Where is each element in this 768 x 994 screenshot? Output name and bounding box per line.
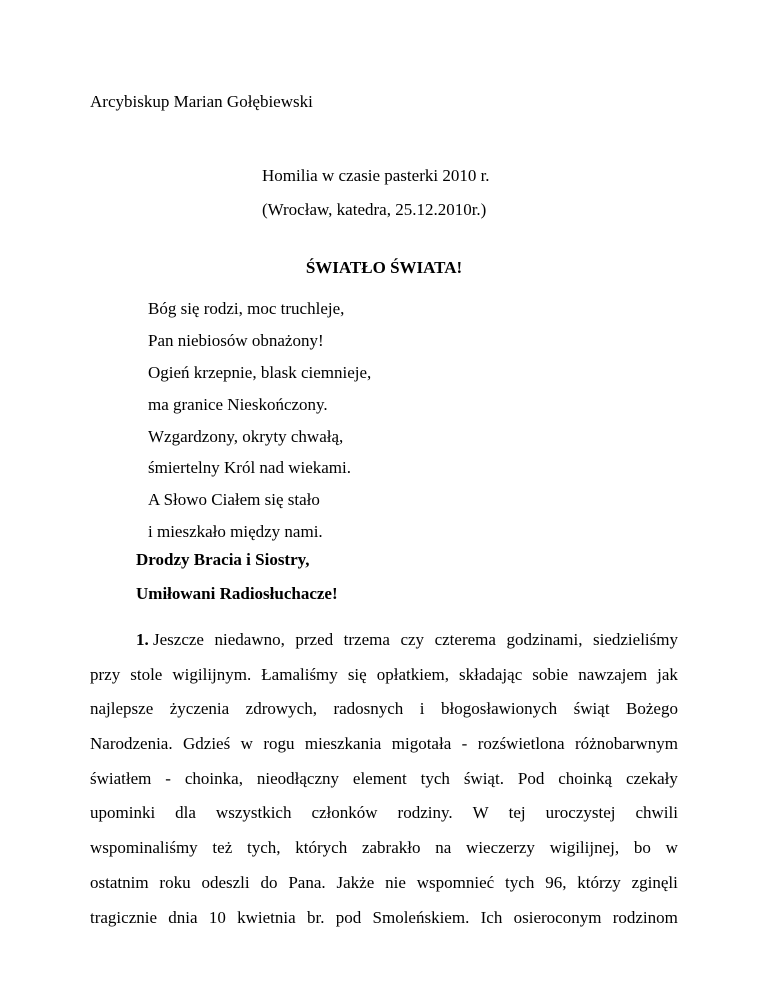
paragraph-word: wszystkich xyxy=(215,803,292,823)
paragraph-word: - xyxy=(165,768,171,788)
paragraph-word: 96, xyxy=(545,872,567,892)
paragraph-word: trzema xyxy=(343,630,390,649)
paragraph-word: uroczystej xyxy=(545,803,616,823)
paragraph-word: w xyxy=(240,734,253,754)
paragraph-word: 10 xyxy=(208,907,226,927)
paragraph-word: migotała xyxy=(391,734,452,754)
greeting-line: Umiłowani Radiosłuchacze! xyxy=(136,584,338,603)
paragraph-word: rogu xyxy=(263,734,295,754)
poem-line: ma granice Nieskończony. xyxy=(148,394,328,414)
paragraph-word: czterema xyxy=(434,630,496,649)
paragraph-word: ostatnim xyxy=(90,872,149,892)
paragraph-word: i xyxy=(419,699,425,719)
poem-line: Pan niebiosów obnażony! xyxy=(148,330,324,350)
paragraph-word: sobie xyxy=(532,664,569,684)
paragraph-word: najlepsze xyxy=(90,699,154,719)
paragraph-word: świąt. xyxy=(463,768,504,788)
paragraph-word: rodzinom xyxy=(612,907,678,927)
paragraph-word: zdrowych, xyxy=(245,699,317,719)
paragraph-first-line xyxy=(90,628,678,663)
paragraph-word: choinką xyxy=(558,768,613,788)
paragraph-word: na xyxy=(435,838,452,858)
paragraph-text-line xyxy=(90,732,678,767)
paragraph-word: tragicznie xyxy=(90,907,158,927)
homily-location-date: (Wrocław, katedra, 25.12.2010r.) xyxy=(262,200,487,219)
paragraph-word: upominki xyxy=(90,803,156,823)
paragraph-word: czekały xyxy=(625,768,678,788)
paragraph-word: świąt xyxy=(573,699,610,719)
paragraph-word: przed xyxy=(295,630,334,649)
paragraph-word: Smoleńskiem. xyxy=(372,907,470,927)
paragraph-word: Bożego xyxy=(626,699,678,719)
paragraph-word: nie xyxy=(385,872,406,892)
paragraph-word: wspomnieć xyxy=(416,872,495,892)
paragraph-word: różnobarwnym xyxy=(575,734,678,754)
paragraph-word: zabrakło xyxy=(361,838,421,858)
paragraph-text-line xyxy=(90,801,678,836)
paragraph-word: odeszli xyxy=(201,872,250,892)
greeting-line: Drodzy Bracia i Siostry, xyxy=(136,550,310,569)
paragraph-word: którzy xyxy=(577,872,621,892)
paragraph-word: opłatkiem, xyxy=(376,664,449,684)
paragraph-word: kwietnia xyxy=(237,907,296,927)
paragraph-text-line xyxy=(90,663,678,698)
paragraph-word: błogosławionych xyxy=(441,699,558,719)
paragraph-word: jak xyxy=(657,664,678,684)
paragraph-word: element xyxy=(352,768,407,788)
paragraph-word: tych, xyxy=(247,838,281,858)
paragraph-1 xyxy=(90,628,678,940)
paragraph-text-line xyxy=(90,697,678,732)
paragraph-text-line xyxy=(90,767,678,802)
paragraph-word: Narodzenia. xyxy=(90,734,173,754)
paragraph-word: Pod xyxy=(517,768,545,788)
paragraph-word: tych xyxy=(420,768,450,788)
poem-line: śmiertelny Król nad wiekami. xyxy=(148,458,352,478)
author-line: Arcybiskup Marian Gołębiewski xyxy=(90,92,313,111)
paragraph-word: osieroconym xyxy=(513,907,602,927)
poem-line: Bóg się rodzi, moc truchleje, xyxy=(148,299,345,318)
paragraph-word: w xyxy=(665,838,678,858)
page-title: ŚWIATŁO ŚWIATA! xyxy=(305,258,463,277)
paragraph-word: tej xyxy=(508,803,526,823)
paragraph-word: przy xyxy=(90,664,121,684)
paragraph-word: br. xyxy=(306,907,325,927)
poem-line: i mieszkało między nami. xyxy=(148,522,323,542)
paragraph-word: roku xyxy=(159,872,191,892)
paragraph-word: Łamaliśmy xyxy=(261,664,338,684)
paragraph-word: dnia xyxy=(168,907,198,927)
paragraph-word: rodziny. xyxy=(397,803,453,823)
paragraph-number: 1. xyxy=(136,630,149,649)
paragraph-word: stole xyxy=(130,664,163,684)
paragraph-text-line xyxy=(90,836,678,871)
paragraph-word: godzinami, xyxy=(506,630,583,649)
paragraph-word: bo xyxy=(633,838,651,858)
paragraph-word: radosnych xyxy=(333,699,404,719)
greeting-block xyxy=(136,548,338,616)
paragraph-word: - xyxy=(461,734,468,754)
poem-line: Wzgardzony, okryty chwałą, xyxy=(148,426,344,446)
paragraph-word: W xyxy=(472,803,489,823)
paragraph-word: Pana. xyxy=(288,872,326,892)
poem-line: Ogień krzepnie, blask ciemnieje, xyxy=(148,362,372,382)
paragraph-word: tych xyxy=(505,872,535,892)
paragraph-word: wspominaliśmy xyxy=(90,838,198,858)
homily-subtitle: Homilia w czasie pasterki 2010 r. xyxy=(262,166,490,185)
paragraph-word: dla xyxy=(175,803,196,823)
paragraph-word: światłem xyxy=(90,768,152,788)
paragraph-word: rozświetlona xyxy=(477,734,565,754)
paragraph-word: nieodłączny xyxy=(256,768,339,788)
paragraph-word: członków xyxy=(311,803,378,823)
paragraph-word: niedawno, xyxy=(214,630,285,649)
paragraph-word: życzenia xyxy=(169,699,230,719)
poem-block xyxy=(148,297,371,552)
paragraph-word: choinka, xyxy=(184,768,243,788)
paragraph-word: wigilijnym. xyxy=(172,664,252,684)
paragraph-text-line xyxy=(90,906,678,941)
paragraph-word: też xyxy=(212,838,233,858)
paragraph-word: mieszkania xyxy=(304,734,382,754)
paragraph-text-line xyxy=(90,871,678,906)
paragraph-word: chwili xyxy=(635,803,678,823)
paragraph-word: czy xyxy=(400,630,425,649)
paragraph-word: 1. Jeszcze xyxy=(136,630,204,649)
paragraph-word: wieczerzy xyxy=(466,838,535,858)
paragraph-word: Jakże xyxy=(336,872,375,892)
paragraph-word: do xyxy=(260,872,278,892)
paragraph-word: nawzajem xyxy=(578,664,648,684)
paragraph-word: pod xyxy=(335,907,362,927)
paragraph-word: Ich xyxy=(480,907,503,927)
paragraph-word: wigilijnej, xyxy=(549,838,620,858)
paragraph-word: siedzieliśmy xyxy=(593,630,678,649)
paragraph-word: się xyxy=(347,664,367,684)
paragraph-word: zginęli xyxy=(631,872,678,892)
paragraph-word: składając xyxy=(459,664,523,684)
poem-line: A Słowo Ciałem się stało xyxy=(148,490,320,510)
paragraph-word: Gdzieś xyxy=(183,734,231,754)
paragraph-word: których xyxy=(295,838,348,858)
